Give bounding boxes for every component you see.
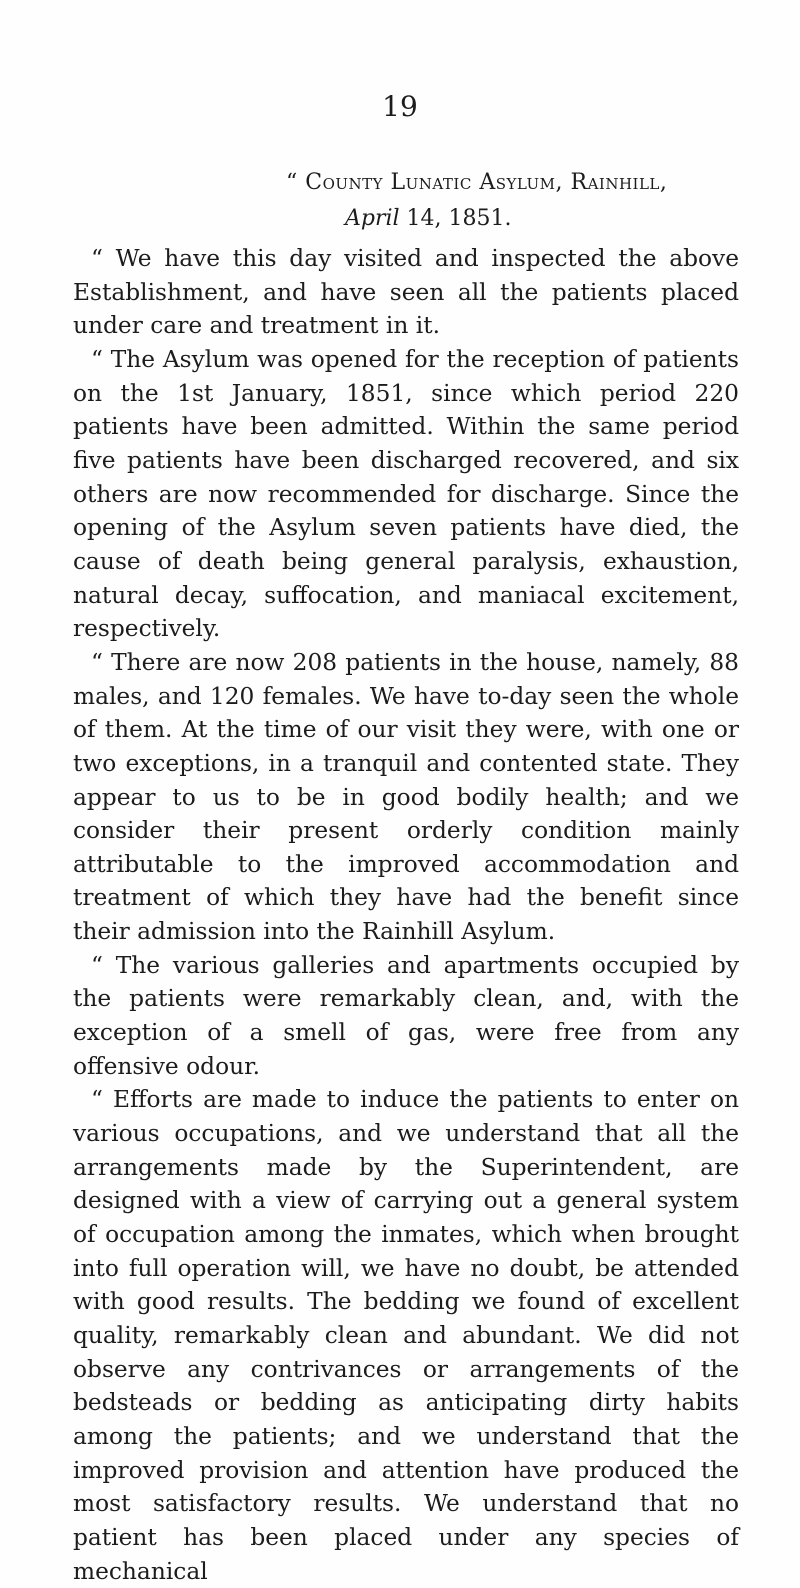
paragraph-3: “ There are now 208 patients in the house, namely, 88 males, and 120 females. We have to-day seen the whole of them. At the time of our visit they were, with one or two exceptions, in a tranquil and contented state. They appear to us to be in good bodily health; and we consider their present orderly condition mainly attributable to the improved accommodation and treatment of which they have had the benefit since their admission into the Rainhill Asylum. [73,648,739,946]
heading-date-month: April [345,206,400,231]
paragraph-2: “ The Asylum was opened for the reception of patients on the 1st January, 1851, since which period 220 patients have been admitted. Within the same period five patients have been discharged recovered, and six others are now recommended for discharge. Since the opening of the Asylum seven patients have died, the cause of death being general paralysis, exhaustion, natural decay, suffocation, and maniacal excitement, respectively. [73,345,739,643]
page-number: 19 [382,90,418,123]
heading-date [345,206,512,231]
paragraph-5: “ Efforts are made to induce the patients to enter on various occupations, and we understand that all the arrangements made by the Superintendent, are designed with a view of carrying out a general system of occupation among the inmates, which when brought into full operation will, we have no doubt, be attended with good results. The bedding we found of excellent quality, remarkably clean and abundant. We did not observe any contrivances or arrangements of the bedsteads or bedding as anticipating dirty habits among the patients; and we understand that the improved provision and attention have produced the most satisfactory results. We understand that no patient has been placed under any species of mechanical [73,1086,739,1585]
paragraph-1: “ We have this day visited and inspected the above Establishment, and have seen all the patients placed under care and treatment in it. [73,245,739,340]
paragraph-4: “ The various galleries and apartments occupied by the patients were remarkably clean, and, with the exception of a smell of gas, were free from any offensive odour. [73,951,739,1080]
body-text [73,242,739,1588]
heading-date-rest: 14, 1851. [399,206,512,231]
heading-location: “ County Lunatic Asylum, Rainhill, [286,170,668,195]
